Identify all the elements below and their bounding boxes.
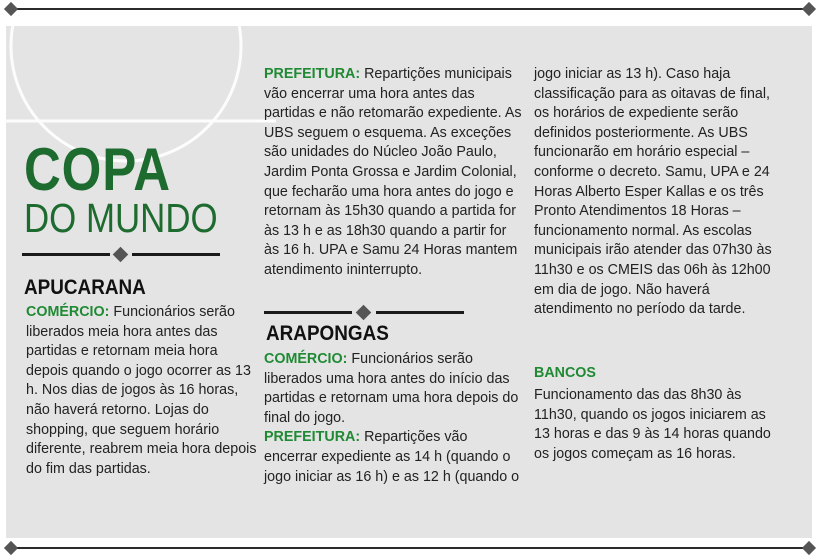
apucarana-heading: APUCARANA [24, 276, 146, 299]
prefeitura-paragraph [264, 65, 524, 281]
arapongas-comercio-label: COMÉRCIO: [264, 351, 348, 367]
bancos-section [534, 364, 784, 384]
apucarana-comercio-text: Funcionários serão liberados meia hora antes das partidas e retornam meia hora depois quando o jogo ocorrer as 13 h. Nos dias de jogos às 16 horas, não haverá retorno. Lojas do shopping, que seguem horário diferente, reabrem meia hora depois do fim das partidas. [26, 304, 257, 477]
apucarana-comercio-label: COMÉRCIO: [26, 304, 110, 320]
bottom-left-diamond [4, 541, 18, 555]
arapongas-separator-left [264, 311, 352, 314]
prefeitura-text: Repartições municipais vão encerrar uma hora antes das partidas e não retomarão expediente. As UBS seguem o esquema. As exceções são unidades do Núcleo João Paulo, Jardim Ponta Grossa e Jardim Colonial, que fecharão uma hora antes do jogo e retornam às 15h30 quando a partida for às 13 h e as 18h30 quando a partir for às 16 h. UPA e Samu 24 Horas mantem atendimento ininterrupto. [264, 66, 522, 278]
section-title [24, 136, 252, 241]
arapongas-heading: ARAPONGAS [266, 322, 389, 345]
bottom-rule [14, 547, 806, 549]
prefeitura-label: PREFEITURA: [264, 66, 361, 82]
title-separator-left [22, 253, 110, 256]
apucarana-comercio [26, 303, 262, 479]
title-separator-right [132, 253, 220, 256]
bottom-right-diamond [802, 541, 816, 555]
title-do-mundo: DO MUNDO [24, 195, 218, 241]
arapongas-separator-right [376, 311, 464, 314]
arapongas-prefeitura-text: Repartições vão encerrar expediente as 14 h (quando o jogo iniciar as 16 h) e as 12 h (quando o [264, 429, 520, 485]
title-copa: COPA [24, 136, 171, 203]
top-right-diamond [802, 2, 816, 16]
top-rule [14, 8, 806, 10]
top-left-diamond [4, 2, 18, 16]
arapongas-body [264, 350, 524, 487]
arapongas-prefeitura-label: PREFEITURA: [264, 429, 361, 446]
bancos-label: BANCOS [534, 365, 596, 381]
arapongas-continued: jogo iniciar as 13 h). Caso haja classificação para as oitavas de final, os horários de expediente serão definidos posteriormente. As UBS funcionarão em horário especial – conforme o decreto. Samu, UPA e 24 Horas Alberto Esper Kallas e os três Pronto Atendimentos 18 Horas – funcionamento normal. As escolas municipais irão atender das 07h30 às 11h30 e os CMEIS das 06h às 12h00 em dia de jogo. Não haverá atendimento no período da tarde. [534, 66, 772, 318]
arapongas-comercio-text: Funcionários serão liberados uma hora antes do início das partidas e retornam uma hora depois do final do jogo. [264, 351, 519, 426]
bancos-text: Funcionamento das das 8h30 às 11h30, quando os jogos iniciarem as 13 horas e das 9 às 14 horas quando os jogos começam as 16 horas. [534, 387, 771, 462]
